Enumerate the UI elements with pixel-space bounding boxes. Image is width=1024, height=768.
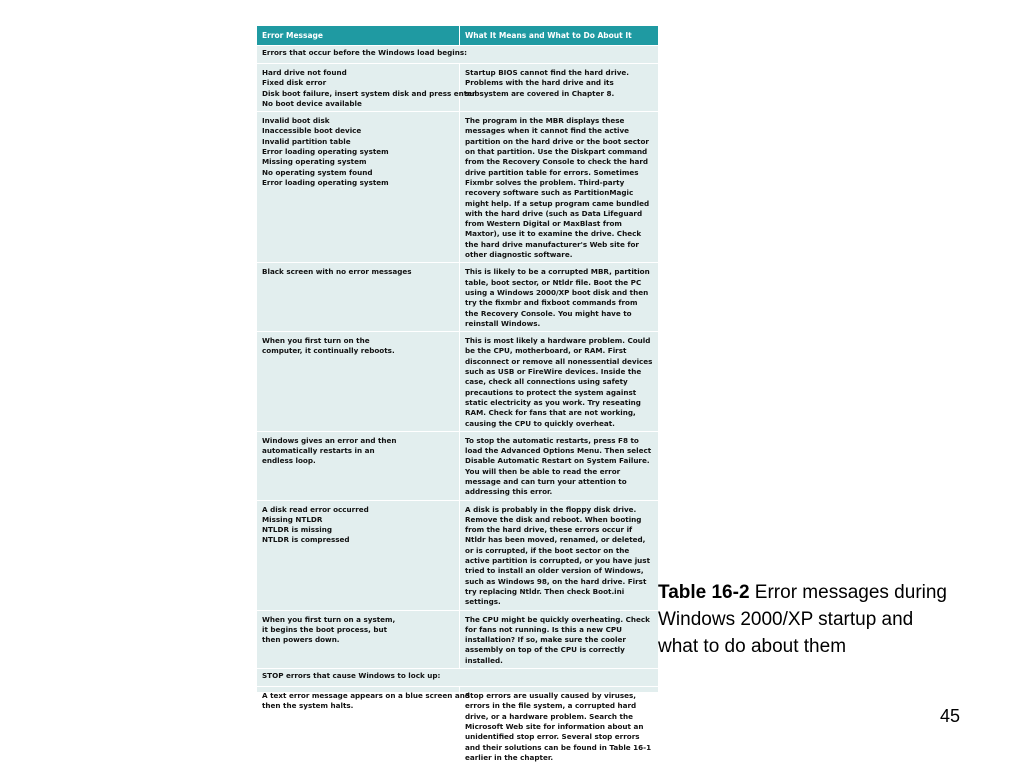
error-messages-table-container [256,25,658,762]
table-row [257,263,659,332]
message-line: Disk boot failure, insert system disk and press enter [262,88,476,98]
message-line: When you first turn on a system, [262,614,396,624]
meaning-cell: A disk is probably in the floppy disk drive. Remove the disk and reboot. When booting from the hard drive, these errors occur if Ntldr has been moved, renamed, or deleted, or is corrupted, if the boot sector on the active partition is corrupted, or you have just tried to install an older version of Windows, such as Windows 98, on the hard drive. First try replacing Ntldr. Then check Boot.ini settings. [460,500,659,610]
section-row [257,669,659,687]
header-error-message: Error Message [257,26,460,46]
meaning-cell: The CPU might be quickly overheating. Check for fans not running. Is this a new CPU installation? If so, make sure the cooler assembly on top of the CPU is correctly installed. [460,610,659,668]
message-line: No operating system found [262,167,373,177]
section-row [257,46,659,64]
meaning-cell: To stop the automatic restarts, press F8 to load the Advanced Options Menu. Then select Disable Automatic Restart on System Failure. You will then be able to read the error message and can turn your attention to addressing this error. [460,431,659,500]
message-line: Hard drive not found [262,68,347,77]
message-line: then powers down. [262,635,340,645]
message-line: computer, it continually reboots. [262,346,395,356]
error-message-cell [257,687,470,766]
error-message-cell [257,500,460,610]
error-message-cell [257,431,460,500]
table-caption [658,579,948,660]
table-row [257,687,659,766]
section-title: STOP errors that cause Windows to lock up: [257,669,659,687]
error-messages-table [256,25,659,766]
table-row [257,112,659,263]
message-line: A text error message appears on a blue screen and [262,691,470,701]
meaning-cell: Startup BIOS cannot find the hard drive. Problems with the hard drive and its subsystem are covered in Chapter 8. [460,64,659,112]
table-row [257,500,659,610]
message-line: it begins the boot process, but [262,624,388,634]
message-line: A disk read error occurred [262,504,369,514]
table-header-row [257,26,659,46]
error-message-cell [257,263,460,332]
page-number: 45 [940,706,961,726]
message-line: NTLDR is compressed [262,535,350,545]
meaning-cell: The program in the MBR displays these messages when it cannot find the active partition on the hard drive or the boot sector on that partition. Use the Diskpart command from the Recovery Console to check the hard drive partition table for errors. Sometimes Fixmbr solves the problem. Third-party recovery software such as PartitionMagic might help. If a setup program came bundled with the hard drive (such as Data Lifeguard from Western Digital or MaxBlast from Maxtor), use it to examine the drive. Check the hard drive manufacturer's Web site for other diagnostic software. [460,112,659,263]
message-line: Inaccessible boot device [262,126,362,136]
section-title: Errors that occur before the Windows load begins: [257,46,659,64]
message-line: Black screen with no error messages [262,267,412,277]
header-what-it-means: What It Means and What to Do About It [460,26,659,46]
message-line: Invalid partition table [262,136,351,146]
message-line: Missing operating system [262,157,367,167]
message-line: Windows gives an error and then [262,435,397,445]
message-line: Error loading operating system [262,147,389,157]
error-message-cell [257,112,460,263]
caption-label: Table 16-2 [658,582,750,603]
table-row [257,610,659,668]
table-row [257,431,659,500]
message-line: automatically restarts in an [262,446,375,456]
message-line: When you first turn on the [262,336,370,346]
message-line: Missing NTLDR [262,514,323,524]
error-message-cell [257,64,476,112]
table-row [257,64,659,112]
error-message-cell [257,610,460,668]
table-row [257,332,659,432]
message-line: No boot device available [262,98,362,108]
meaning-cell: This is likely to be a corrupted MBR, partition table, boot sector, or Ntldr file. Boot the PC using a Windows 2000/XP boot disk and then try the fixmbr and fixboot commands from the Recovery Console. You might have to reinstall Windows. [460,263,659,332]
message-line: Error loading operating system [262,177,389,187]
message-line: Fixed disk error [262,78,327,88]
message-line: NTLDR is missing [262,525,332,535]
caption-text: Error messages during Windows 2000/XP startup and what to do about them [658,582,947,657]
message-line: endless loop. [262,456,316,466]
meaning-cell: Stop errors are usually caused by viruses, errors in the file system, a corrupted hard drive, or a hardware problem. Search the Microsoft Web site for information about an unidentified stop error. Several stop errors and their solutions can be found in Table 16-1 earlier in the chapter. [460,687,659,766]
message-line: then the system halts. [262,701,354,711]
message-line: Invalid boot disk [262,116,330,126]
meaning-cell: This is most likely a hardware problem. Could be the CPU, motherboard, or RAM. First disconnect or remove all nonessential devices such as USB or FireWire devices. Inside the case, check all connections using safety precautions to protect the system against static electricity as you work. Try reseating RAM. Check for fans that are not working, causing the CPU to quickly overheat. [460,332,659,432]
error-message-cell [257,332,460,432]
